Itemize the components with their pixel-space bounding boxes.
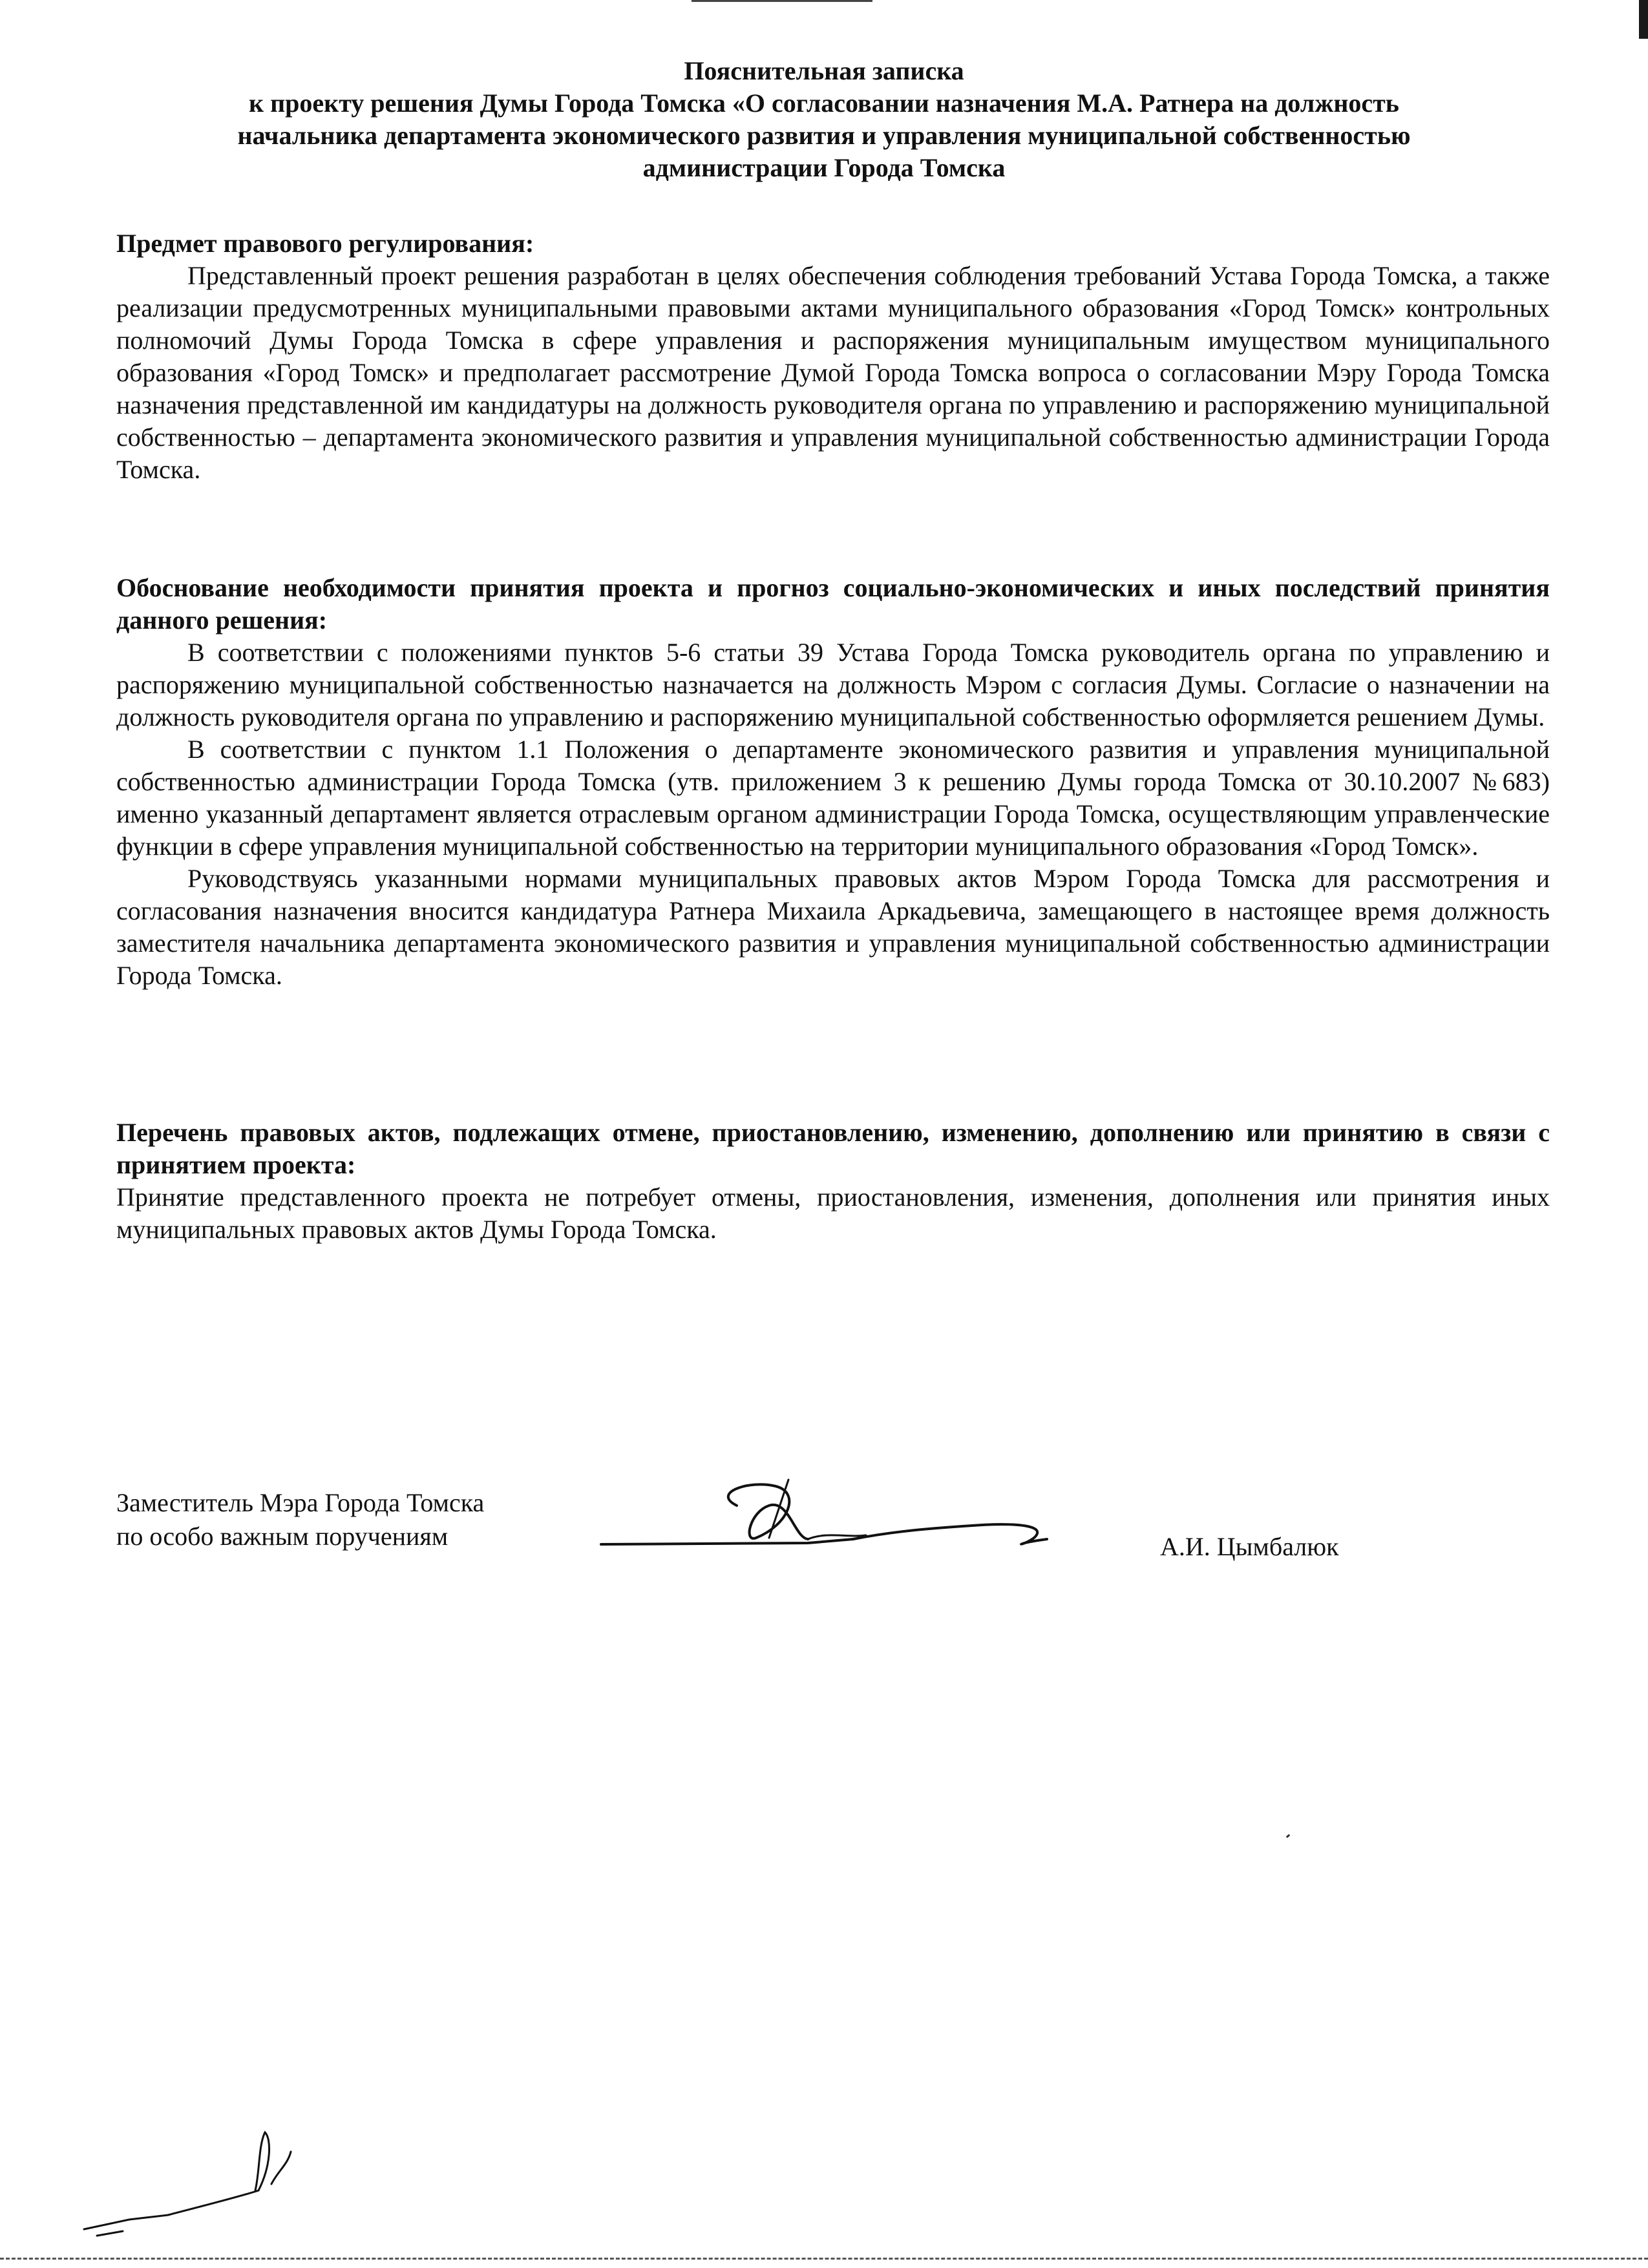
title-line-4: администрации Города Томска <box>642 153 1006 182</box>
section-justification-paragraph-1: В соответствии с положениями пунктов 5-6 статьи 39 Устава Города Томска руководитель органа по управлению и распоряжению муниципальной собственностью назначается на должность Мэром с согласия Думы. Согласие о назначении на должность руководителя органа по управлению и распоряжению муниципальной собственностью оформляется решением Думы. <box>116 638 1550 731</box>
scan-speck-artifact <box>1286 1834 1291 1838</box>
section-legal-acts <box>116 1117 1550 1246</box>
document-title <box>110 55 1538 184</box>
section-justification-heading: Обоснование необходимости принятия проекта и прогноз социально-экономических и иных последствий принятия данного решения: <box>116 573 1550 635</box>
title-line-1: Пояснительная записка <box>684 56 964 85</box>
section-justification-paragraph-3: Руководствуясь указанными нормами муниципальных правовых актов Мэром Города Томска для рассмотрения и согласования назначения вносится кандидатура Ратнера Михаила Аркадьевича, замещающего в настоящее время должность заместителя начальника департамента экономического развития и управления муниципальной собственностью администрации Города Томска. <box>116 864 1550 990</box>
handwritten-initials <box>78 2126 297 2242</box>
section-legal-acts-paragraph: Принятие представленного проекта не потребует отмены, приостановления, изменения, дополнения или принятия иных муниципальных правовых актов Думы Города Томска. <box>116 1182 1550 1244</box>
signatory-name: А.И. Цымбалюк <box>1160 1532 1339 1561</box>
section-justification-paragraph-2: В соответствии с пунктом 1.1 Положения о департаменте экономического развития и управления муниципальной собственностью администрации Города Томска (утв. приложением 3 к решению Думы города Томска от 30.10.2007 №683) именно указанный департамент является отраслевым органом администрации Города Томска, осуществляющим управленческие функции в сфере управления муниципальной собственностью на территории муниципального образования «Город Томск». <box>116 735 1550 861</box>
scan-bottom-line-artifact <box>0 2258 1648 2260</box>
handwritten-signature <box>595 1467 1060 1570</box>
section-subject-heading: Предмет правового регулирования: <box>116 229 534 258</box>
scan-top-line-artifact <box>692 0 872 2</box>
section-justification <box>116 572 1550 992</box>
section-subject-paragraph: Представленный проект решения разработан в целях обеспечения соблюдения требований Устава Города Томска, а также реализации предусмотренных муниципальными правовыми актами муниципального образования «Город Томск» контрольных полномочий Думы Города Томска в сфере управления и распоряжения муниципальным имуществом муниципального образования «Город Томск» и предполагает рассмотрение Думой Города Томска вопроса о согласовании Мэру Города Томска назначения представленной им кандидатуры на должность руководителя органа по управлению и распоряжению муниципальной собственностью – департамента экономического развития и управления муниципальной собственностью администрации Города Томска. <box>116 261 1550 484</box>
title-line-3: начальника департамента экономического развития и управления муниципальной собственностью <box>237 121 1411 150</box>
signatory-position-line-2: по особо важным поручениям <box>116 1522 449 1551</box>
title-line-2: к проекту решения Думы Города Томска «О согласовании назначения М.А. Ратнера на должность <box>249 89 1399 118</box>
scan-edge-artifact <box>1639 0 1648 39</box>
section-legal-acts-heading: Перечень правовых актов, подлежащих отмене, приостановлению, изменению, дополнению или принятию в связи с принятием проекта: <box>116 1118 1550 1179</box>
section-subject <box>116 227 1550 486</box>
signatory-position-line-1: Заместитель Мэра Города Томска <box>116 1488 485 1517</box>
signatory-position <box>116 1486 484 1553</box>
